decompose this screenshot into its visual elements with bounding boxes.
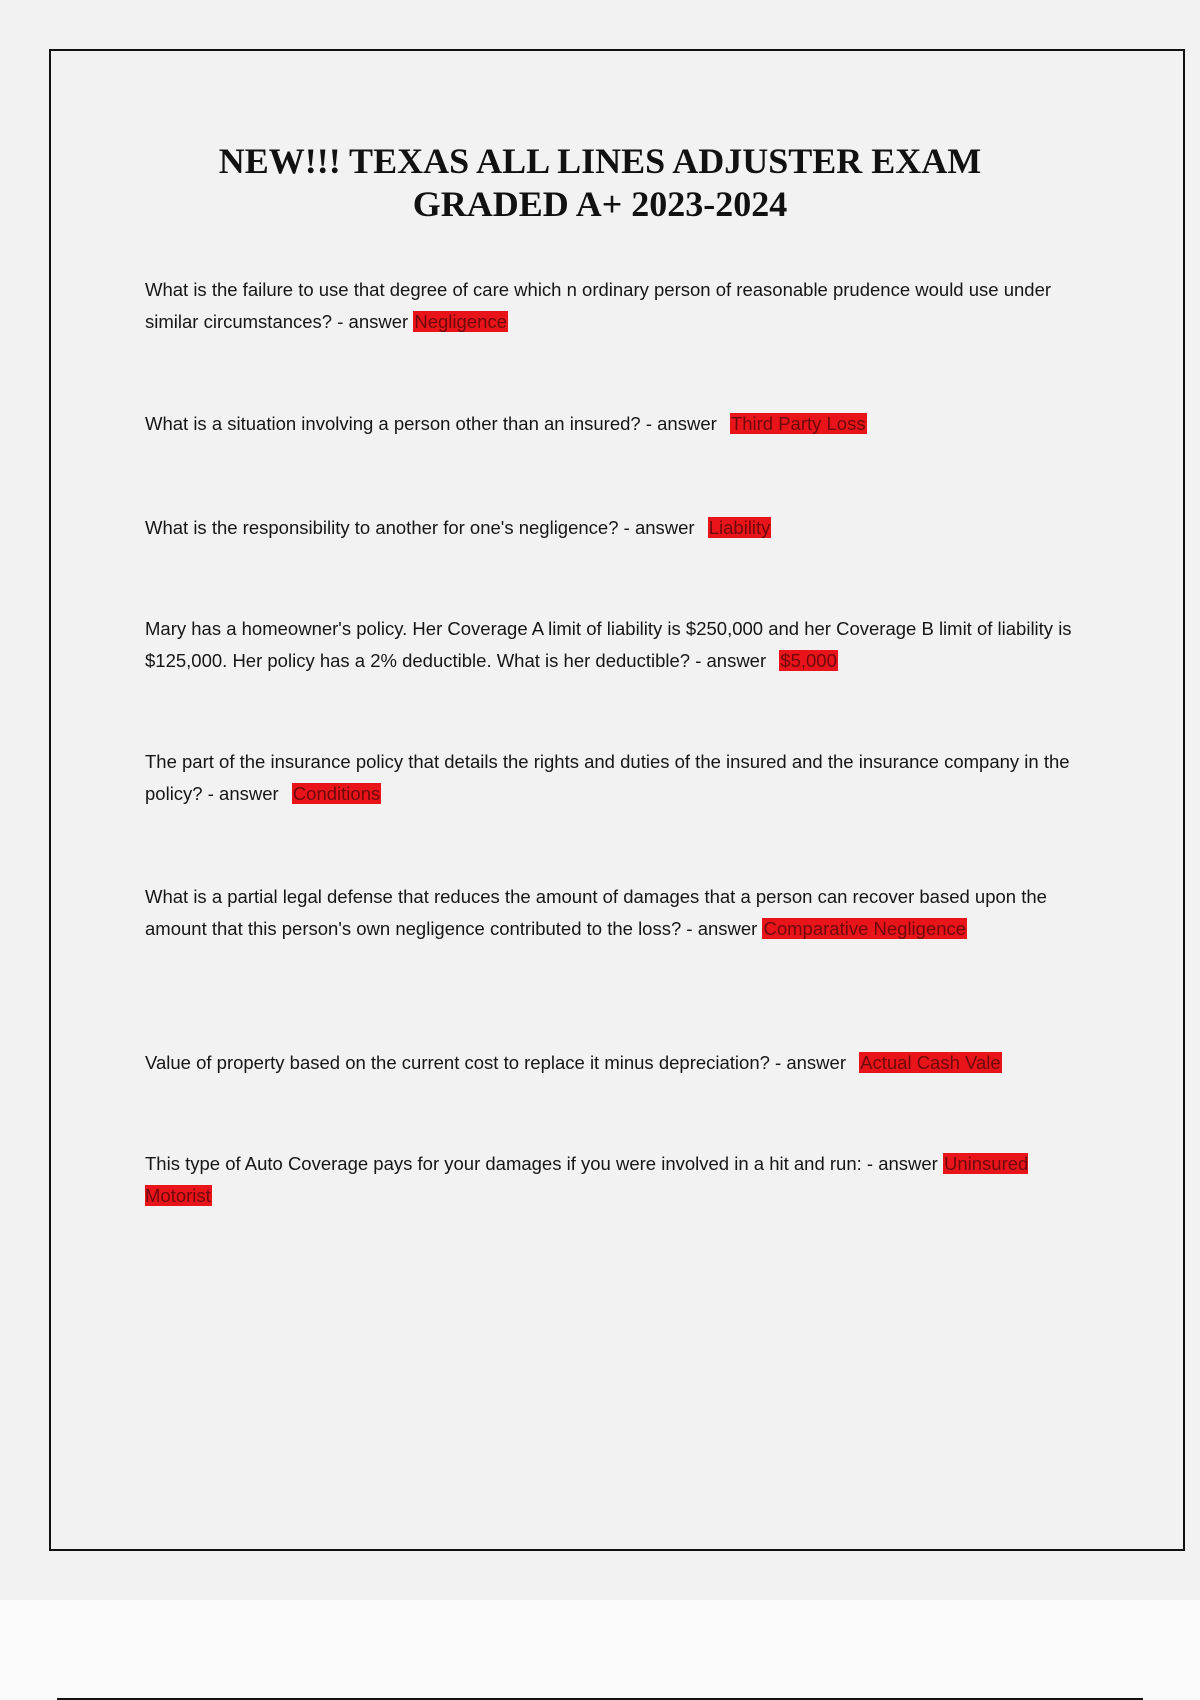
qa-item-8: [145, 1148, 1085, 1212]
title-line-1: NEW!!! TEXAS ALL LINES ADJUSTER EXAM: [218, 141, 982, 181]
document-title: [0, 140, 1200, 226]
question-text: What is a partial legal defense that reduces the amount of damages that a person can recover based upon the amount that this person's own negligence contributed to the loss? - answer: [145, 886, 1047, 939]
qa-item-4: [145, 613, 1085, 677]
next-page-area: [0, 1600, 1200, 1700]
qa-item-3: [145, 512, 1085, 544]
question-text: What is the responsibility to another for one's negligence? - answer: [145, 517, 695, 538]
answer-highlight: Liability: [708, 517, 771, 538]
qa-item-5: [145, 746, 1085, 810]
answer-highlight: Actual Cash Vale: [860, 1052, 1001, 1073]
question-text: The part of the insurance policy that details the rights and duties of the insured and the insurance company in the policy? - answer: [145, 751, 1070, 804]
question-text: What is the failure to use that degree of care which n ordinary person of reasonable prudence would use under similar circumstances? - answer: [145, 279, 1052, 332]
answer-highlight: Conditions: [292, 783, 381, 804]
question-text: What is a situation involving a person other than an insured? - answer: [145, 413, 717, 434]
answer-highlight: Negligence: [414, 311, 507, 332]
answer-highlight: $5,000: [780, 650, 837, 671]
qa-item-2: [145, 408, 1085, 440]
answer-highlight: Comparative Negligence: [763, 918, 967, 939]
title-line-2: GRADED A+ 2023-2024: [412, 184, 788, 224]
question-text: Mary has a homeowner's policy. Her Coverage A limit of liability is $250,000 and her Coverage B limit of liability is $125,000. Her policy has a 2% deductible. What is her deductible? - answer: [145, 618, 1072, 671]
question-text: Value of property based on the current cost to replace it minus depreciation? - answer: [145, 1052, 846, 1073]
answer-highlight: Third Party Loss: [730, 413, 866, 434]
qa-item-1: [145, 274, 1085, 338]
answer-highlight: Uninsured Motorist: [145, 1153, 1029, 1206]
qa-item-7: [145, 1047, 1085, 1079]
question-text: This type of Auto Coverage pays for your damages if you were involved in a hit and run: - answer: [145, 1153, 938, 1174]
qa-item-6: [145, 881, 1085, 945]
